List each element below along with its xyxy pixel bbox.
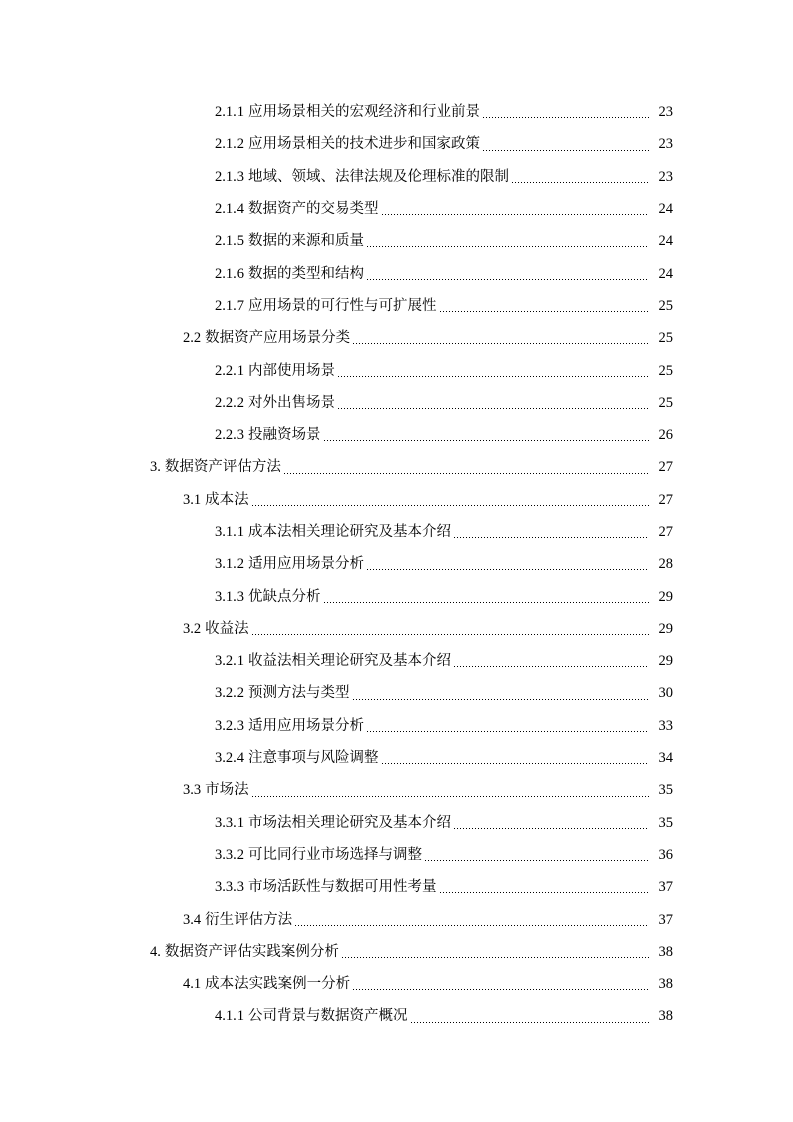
dot-leader: [366, 569, 649, 570]
dot-leader: [366, 246, 649, 247]
toc-entry-heading: [215, 135, 480, 153]
toc-entry-heading: [215, 684, 350, 702]
toc-entry-title: 收益法: [205, 620, 249, 637]
toc-entry-number: 3.2.2: [215, 685, 244, 702]
toc-entry-title: 数据资产的交易类型: [248, 201, 379, 218]
toc-entry-title: 适用应用场景分析: [248, 556, 364, 573]
toc-entry-page-number: 23: [658, 104, 673, 121]
toc-entry-title: 市场法: [205, 782, 249, 799]
toc-entry[interactable]: [0, 710, 793, 742]
toc-entry-title: 公司背景与数据资产概况: [248, 1008, 408, 1025]
toc-entry-heading: [183, 975, 350, 993]
toc-entry[interactable]: [0, 968, 793, 1000]
toc-entry-page-number: 27: [658, 524, 673, 540]
toc-entry-number: 3.3.3: [215, 879, 244, 896]
toc-entry-number: 2.2.3: [215, 427, 244, 444]
toc-entry-heading: [183, 491, 249, 509]
toc-entry-page-number: 23: [658, 136, 673, 153]
toc-entry-number: 2.1.2: [215, 136, 244, 153]
toc-entry-heading: [215, 362, 335, 380]
toc-entry-title: 应用场景的可行性与可扩展性: [248, 297, 437, 314]
dot-leader: [424, 860, 649, 861]
toc-entry-page-number: 24: [658, 265, 673, 282]
toc-entry-page-number: 36: [658, 846, 673, 863]
toc-entry-title: 地域、领域、法律法规及伦理标准的限制: [248, 168, 509, 185]
toc-entry-number: 2.1.5: [215, 233, 244, 250]
toc-entry-number: 3.3.1: [215, 814, 244, 831]
toc-entry-title: 应用场景相关的技术进步和国家政策: [248, 136, 480, 153]
toc-entry-title: 内部使用场景: [248, 362, 335, 379]
toc-entry-number: 2.2.1: [215, 362, 244, 379]
table-of-contents: [0, 96, 793, 1033]
toc-entry-number: 3.1.1: [215, 524, 244, 540]
dot-leader: [294, 925, 649, 926]
dot-leader: [251, 634, 649, 635]
dot-leader: [453, 828, 649, 829]
toc-entry-title: 应用场景相关的宏观经济和行业前景: [248, 104, 480, 121]
toc-entry-number: 3.1.3: [215, 588, 244, 605]
toc-entry-heading: [215, 426, 321, 444]
toc-entry-title: 适用应用场景分析: [248, 717, 364, 734]
toc-entry-number: 2.1.4: [215, 201, 244, 218]
toc-entry[interactable]: [0, 871, 793, 903]
toc-entry[interactable]: [0, 613, 793, 645]
toc-entry-heading: [215, 652, 451, 670]
toc-entry-title: 优缺点分析: [248, 588, 321, 605]
toc-entry-heading: [183, 620, 249, 638]
toc-entry-title: 对外出售场景: [248, 394, 335, 411]
dot-leader: [439, 892, 650, 893]
toc-entry-number: 2.1.3: [215, 168, 244, 185]
dot-leader: [381, 763, 650, 764]
toc-entry-heading: [215, 588, 321, 606]
toc-entry-title: 市场活跃性与数据可用性考量: [248, 879, 437, 896]
toc-entry-heading: [183, 329, 350, 347]
toc-entry-number: 4.1: [183, 976, 202, 993]
dot-leader: [352, 343, 649, 344]
toc-entry-title: 数据的类型和结构: [248, 265, 364, 282]
toc-entry-number: 3.1.2: [215, 556, 244, 573]
toc-entry-heading: [215, 814, 451, 832]
dot-leader: [453, 666, 649, 667]
toc-entry-number: 3.2: [183, 620, 202, 637]
toc-entry[interactable]: [0, 193, 793, 225]
toc-entry-heading: [215, 265, 364, 283]
toc-entry-title: 数据的来源和质量: [248, 233, 364, 250]
toc-entry-number: 4.1.1: [215, 1008, 244, 1025]
toc-entry-title: 衍生评估方法: [205, 911, 293, 928]
dot-leader: [337, 408, 649, 409]
toc-entry[interactable]: [0, 161, 793, 193]
toc-entry-title: 数据资产应用场景分类: [205, 330, 351, 347]
toc-entry-page-number: 29: [658, 620, 673, 637]
toc-entry-heading: [150, 458, 281, 476]
toc-entry[interactable]: [0, 774, 793, 806]
toc-entry-heading: [150, 943, 339, 961]
toc-entry-number: 3.2.4: [215, 750, 244, 767]
toc-entry-heading: [215, 846, 422, 864]
toc-entry-number: 3.3: [183, 782, 202, 799]
toc-entry-number: 2.1.7: [215, 297, 244, 314]
dot-leader: [341, 957, 649, 958]
toc-entry-page-number: 24: [658, 201, 673, 218]
dot-leader: [323, 602, 650, 603]
toc-entry-number: 2.1.6: [215, 265, 244, 282]
toc-entry[interactable]: [0, 290, 793, 322]
toc-entry-title: 注意事项与风险调整: [248, 750, 379, 767]
toc-entry[interactable]: [0, 742, 793, 774]
toc-entry-page-number: 23: [658, 168, 673, 185]
toc-entry-page-number: 35: [658, 782, 673, 799]
toc-entry[interactable]: [0, 548, 793, 580]
dot-leader: [352, 699, 650, 700]
toc-entry-heading: [215, 200, 379, 218]
toc-entry[interactable]: [0, 419, 793, 451]
toc-entry-number: 2.2.2: [215, 394, 244, 411]
toc-entry[interactable]: [0, 128, 793, 160]
toc-entry-page-number: 37: [658, 879, 673, 896]
toc-entry-heading: [215, 555, 364, 573]
dot-leader: [511, 182, 649, 183]
dot-leader: [337, 376, 649, 377]
toc-entry[interactable]: [0, 387, 793, 419]
toc-entry-title: 收益法相关理论研究及基本介绍: [248, 653, 451, 670]
toc-entry-heading: [215, 1007, 408, 1025]
toc-entry-page-number: 28: [658, 556, 673, 573]
toc-entry-page-number: 37: [658, 911, 673, 928]
toc-entry-title: 数据资产评估实践案例分析: [164, 943, 339, 960]
toc-entry-heading: [215, 717, 364, 735]
dot-leader: [323, 440, 650, 441]
toc-entry-number: 3.2.1: [215, 653, 244, 670]
toc-entry-heading: [215, 523, 451, 541]
toc-entry[interactable]: [0, 1000, 793, 1032]
toc-entry-page-number: 38: [658, 943, 673, 960]
dot-leader: [283, 473, 649, 474]
dot-leader: [453, 537, 649, 538]
toc-entry[interactable]: [0, 322, 793, 354]
toc-entry[interactable]: [0, 677, 793, 709]
toc-entry-title: 市场法相关理论研究及基本介绍: [248, 814, 451, 831]
toc-entry-page-number: 25: [658, 297, 673, 314]
toc-entry[interactable]: [0, 96, 793, 128]
toc-entry-number: 3.2.3: [215, 717, 244, 734]
toc-entry[interactable]: [0, 839, 793, 871]
toc-entry-number: 3.: [150, 459, 161, 476]
toc-entry-number: 2.2: [183, 330, 202, 347]
toc-entry-page-number: 27: [658, 459, 673, 476]
toc-entry[interactable]: [0, 451, 793, 483]
toc-entry-heading: [183, 911, 292, 929]
toc-entry[interactable]: [0, 580, 793, 612]
toc-entry-page-number: 29: [658, 588, 673, 605]
toc-entry-title: 数据资产评估方法: [164, 459, 281, 476]
toc-entry-heading: [215, 168, 509, 186]
toc-entry-page-number: 35: [658, 814, 673, 831]
toc-entry-title: 成本法: [205, 491, 249, 508]
toc-entry[interactable]: [0, 257, 793, 289]
dot-leader: [482, 117, 649, 118]
toc-entry-title: 成本法相关理论研究及基本介绍: [248, 524, 451, 540]
toc-entry-heading: [215, 103, 480, 121]
toc-entry-page-number: 29: [658, 653, 673, 670]
toc-entry-title: 投融资场景: [248, 427, 321, 444]
toc-entry-title: 成本法实践案例一分析: [205, 976, 351, 993]
toc-entry-page-number: 33: [658, 717, 673, 734]
toc-entry[interactable]: [0, 936, 793, 968]
toc-entry[interactable]: [0, 903, 793, 935]
dot-leader: [439, 311, 650, 312]
toc-entry-page-number: 24: [658, 233, 673, 250]
toc-entry-page-number: 30: [658, 685, 673, 702]
dot-leader: [366, 731, 649, 732]
toc-entry-number: 3.1: [183, 491, 202, 508]
toc-entry-number: 2.1.1: [215, 104, 244, 121]
dot-leader: [251, 505, 649, 506]
toc-entry-heading: [215, 232, 364, 250]
toc-entry-heading: [215, 297, 437, 315]
toc-entry-page-number: 38: [658, 1008, 673, 1025]
toc-entry[interactable]: [0, 484, 793, 516]
toc-entry-heading: [215, 394, 335, 412]
toc-entry[interactable]: [0, 516, 793, 548]
dot-leader: [381, 214, 650, 215]
toc-entry-page-number: 26: [658, 427, 673, 444]
toc-entry-page-number: 25: [658, 394, 673, 411]
toc-entry-page-number: 34: [658, 750, 673, 767]
toc-entry-number: 4.: [150, 943, 161, 960]
toc-entry-page-number: 38: [658, 976, 673, 993]
toc-entry-page-number: 27: [658, 491, 673, 508]
toc-entry[interactable]: [0, 807, 793, 839]
dot-leader: [366, 279, 649, 280]
toc-entry-number: 3.4: [183, 911, 202, 928]
toc-entry-title: 预测方法与类型: [248, 685, 350, 702]
toc-entry-heading: [215, 878, 437, 896]
toc-entry-heading: [183, 781, 249, 799]
dot-leader: [251, 796, 649, 797]
toc-entry[interactable]: [0, 645, 793, 677]
toc-entry-heading: [215, 749, 379, 767]
dot-leader: [482, 150, 649, 151]
dot-leader: [410, 1022, 650, 1023]
toc-entry-page-number: 25: [658, 362, 673, 379]
toc-entry-page-number: 25: [658, 330, 673, 347]
toc-entry[interactable]: [0, 354, 793, 386]
dot-leader: [352, 989, 649, 990]
toc-entry-number: 3.3.2: [215, 846, 244, 863]
toc-entry-title: 可比同行业市场选择与调整: [248, 846, 422, 863]
toc-entry[interactable]: [0, 225, 793, 257]
